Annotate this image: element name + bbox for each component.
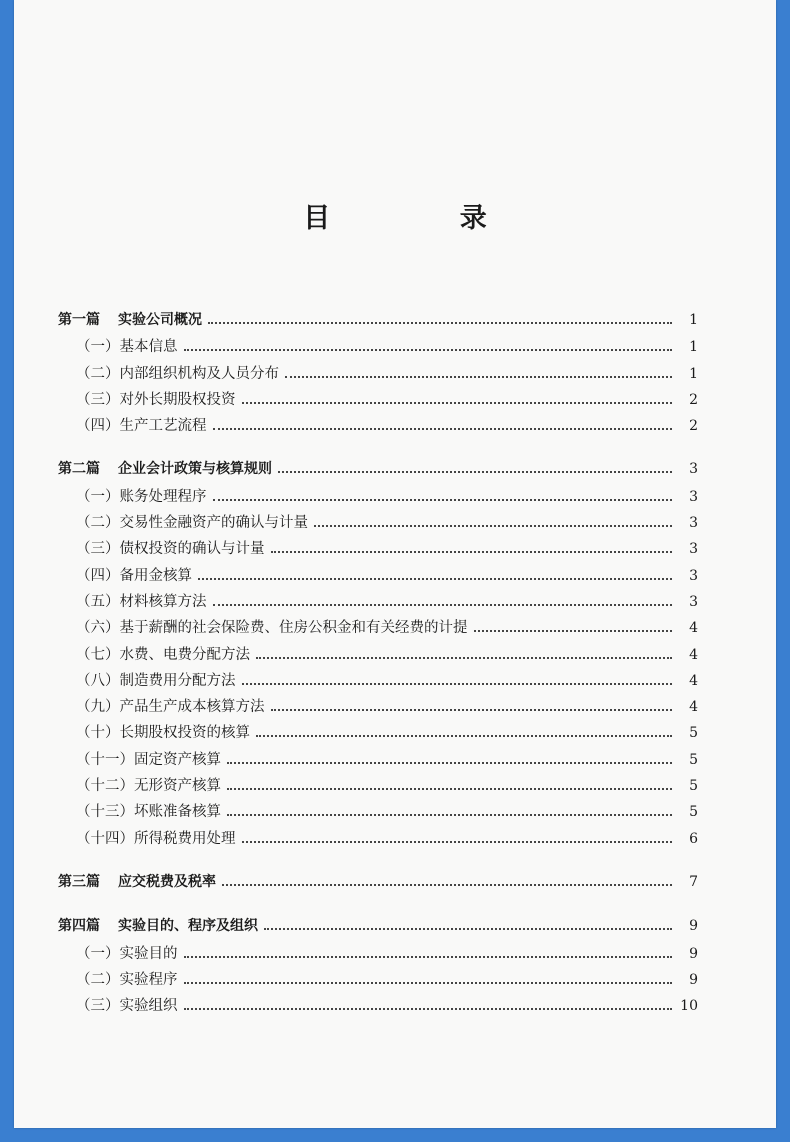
toc-entry-text: （四）生产工艺流程 <box>76 418 207 435</box>
toc-entry-text: 应交税费及税率 <box>118 873 216 890</box>
dot-leader <box>271 708 673 711</box>
toc-entry-label <box>76 537 269 558</box>
dot-leader <box>227 813 672 816</box>
toc-entry-label <box>76 388 240 409</box>
toc-entry-text: （九）产品生产成本核算方法 <box>76 699 265 716</box>
toc-entry-label <box>76 362 283 383</box>
toc-part-entry[interactable] <box>58 458 698 484</box>
toc-entry-text: （六）基于薪酬的社会保险费、住房公积金和有关经费的计提 <box>76 620 468 637</box>
dot-leader <box>213 603 673 606</box>
toc-entry-label <box>76 511 312 532</box>
toc-entry-label <box>76 721 254 742</box>
toc-page-number: 9 <box>689 971 698 988</box>
toc-item-entry[interactable] <box>58 669 698 695</box>
toc-item-entry[interactable] <box>58 335 698 361</box>
dot-leader <box>314 524 672 527</box>
toc-page-number: 4 <box>689 620 698 637</box>
toc-item-entry[interactable] <box>58 388 698 414</box>
dot-leader <box>256 734 672 737</box>
dot-leader <box>213 427 673 430</box>
toc-page-number: 4 <box>689 646 698 663</box>
toc-entry-label <box>76 968 182 989</box>
toc-page-number: 4 <box>689 672 698 689</box>
toc-entry-text: （四）备用金核算 <box>76 567 192 584</box>
toc-page-number: 3 <box>689 541 698 558</box>
toc-entry-text: （十二）无形资产核算 <box>76 778 221 795</box>
toc-part-entry[interactable] <box>58 871 698 897</box>
toc-item-entry[interactable] <box>58 827 698 853</box>
toc-entry-label <box>76 800 225 821</box>
toc-page-number: 10 <box>680 998 698 1015</box>
dot-leader <box>208 321 672 324</box>
page-title: 目 录 <box>303 203 547 234</box>
toc-entry-label <box>76 590 211 611</box>
dot-leader <box>271 550 673 553</box>
toc-page-number: 3 <box>689 593 698 610</box>
toc-entry-label <box>76 414 211 435</box>
toc-entry-text: （二）内部组织机构及人员分布 <box>76 365 279 382</box>
toc-entry-label <box>76 774 225 795</box>
toc-entry-text: （二）交易性金融资产的确认与计量 <box>76 515 308 532</box>
toc-entry-label <box>76 695 269 716</box>
toc-item-entry[interactable] <box>58 994 698 1020</box>
toc-item-entry[interactable] <box>58 485 698 511</box>
toc-entry-label <box>76 616 472 637</box>
toc-page-number: 2 <box>689 418 698 435</box>
toc-page-number: 3 <box>689 515 698 532</box>
toc-entry-text: （十）长期股权投资的核算 <box>76 725 250 742</box>
toc-entry-text: （七）水费、电费分配方法 <box>76 646 250 663</box>
toc-entry-text: 企业会计政策与核算规则 <box>118 461 272 478</box>
toc-part-number: 第一篇 <box>58 312 100 328</box>
dot-leader <box>184 348 673 351</box>
toc-page-number: 5 <box>689 725 698 742</box>
dot-leader <box>242 682 673 685</box>
toc-entry-label <box>76 748 225 769</box>
toc-part-number: 第二篇 <box>58 461 100 478</box>
toc-page-number: 6 <box>689 830 698 847</box>
toc-item-entry[interactable] <box>58 537 698 563</box>
dot-leader <box>285 375 672 378</box>
toc-item-entry[interactable] <box>58 362 698 388</box>
toc-entry-label <box>76 669 240 690</box>
toc-entry-label <box>76 827 240 848</box>
toc-item-entry[interactable] <box>58 721 698 747</box>
toc-entry-label <box>58 458 276 478</box>
dot-leader <box>198 577 672 580</box>
toc-item-entry[interactable] <box>58 748 698 774</box>
toc-page-number: 5 <box>689 804 698 821</box>
toc-page-number: 3 <box>689 567 698 584</box>
toc-entry-text: （一）基本信息 <box>76 339 178 356</box>
toc-page-number: 1 <box>689 365 698 382</box>
toc-item-entry[interactable] <box>58 942 698 968</box>
toc-item-entry[interactable] <box>58 800 698 826</box>
toc-entry-label <box>58 309 206 329</box>
section-gap <box>58 440 698 458</box>
toc-page-number: 9 <box>689 918 698 935</box>
dot-leader <box>227 787 672 790</box>
dot-leader <box>213 498 673 501</box>
toc-entry-label <box>76 335 182 356</box>
toc-part-entry[interactable] <box>58 915 698 941</box>
toc-entry-label <box>76 643 254 664</box>
toc-entry-text: （三）对外长期股权投资 <box>76 391 236 408</box>
toc-page-number: 1 <box>689 312 698 328</box>
dot-leader <box>242 401 673 404</box>
toc-entry-text: （二）实验程序 <box>76 971 178 988</box>
toc-entry-text: （三）债权投资的确认与计量 <box>76 541 265 558</box>
toc-item-entry[interactable] <box>58 968 698 994</box>
toc-item-entry[interactable] <box>58 643 698 669</box>
toc-entry-label <box>76 994 182 1015</box>
dot-leader <box>474 629 673 632</box>
toc-item-entry[interactable] <box>58 590 698 616</box>
toc-entry-label <box>76 942 182 963</box>
table-of-contents <box>58 309 698 1020</box>
toc-page-number: 3 <box>689 488 698 505</box>
toc-page-number: 7 <box>689 873 698 890</box>
dot-leader <box>242 840 673 843</box>
toc-entry-text: 实验公司概况 <box>118 312 202 328</box>
toc-page-number: 4 <box>689 699 698 716</box>
toc-entry-text: （十四）所得税费用处理 <box>76 830 236 847</box>
dot-leader <box>184 981 673 984</box>
document-page <box>14 0 776 1128</box>
toc-entry-text: （八）制造费用分配方法 <box>76 672 236 689</box>
dot-leader <box>278 470 672 473</box>
toc-item-entry[interactable] <box>58 616 698 642</box>
toc-item-entry[interactable] <box>58 564 698 590</box>
toc-item-entry[interactable] <box>58 511 698 537</box>
section-gap <box>58 853 698 871</box>
toc-page-number: 2 <box>689 391 698 408</box>
toc-item-entry[interactable] <box>58 414 698 440</box>
dot-leader <box>256 656 672 659</box>
toc-part-number: 第四篇 <box>58 918 100 935</box>
dot-leader <box>264 927 672 930</box>
section-gap <box>58 897 698 915</box>
toc-entry-label <box>58 915 262 935</box>
toc-entry-text: （五）材料核算方法 <box>76 593 207 610</box>
toc-page-number: 9 <box>689 945 698 962</box>
toc-entry-label <box>58 871 220 891</box>
toc-page-number: 3 <box>689 461 698 478</box>
toc-item-entry[interactable] <box>58 695 698 721</box>
dot-leader <box>184 955 673 958</box>
dot-leader <box>227 761 672 764</box>
toc-entry-text: （一）账务处理程序 <box>76 488 207 505</box>
toc-entry-text: （十一）固定资产核算 <box>76 751 221 768</box>
toc-entry-text: （三）实验组织 <box>76 998 178 1015</box>
toc-part-number: 第三篇 <box>58 873 100 890</box>
toc-page-number: 1 <box>689 339 698 356</box>
toc-part-entry[interactable] <box>58 309 698 335</box>
toc-entry-text: （十三）坏账准备核算 <box>76 804 221 821</box>
toc-page-number: 5 <box>689 751 698 768</box>
toc-entry-text: （一）实验目的 <box>76 945 178 962</box>
dot-leader <box>222 883 672 886</box>
toc-entry-label <box>76 564 196 585</box>
dot-leader <box>184 1007 673 1010</box>
toc-entry-text: 实验目的、程序及组织 <box>118 918 258 935</box>
toc-page-number: 5 <box>689 778 698 795</box>
toc-entry-label <box>76 485 211 506</box>
toc-item-entry[interactable] <box>58 774 698 800</box>
